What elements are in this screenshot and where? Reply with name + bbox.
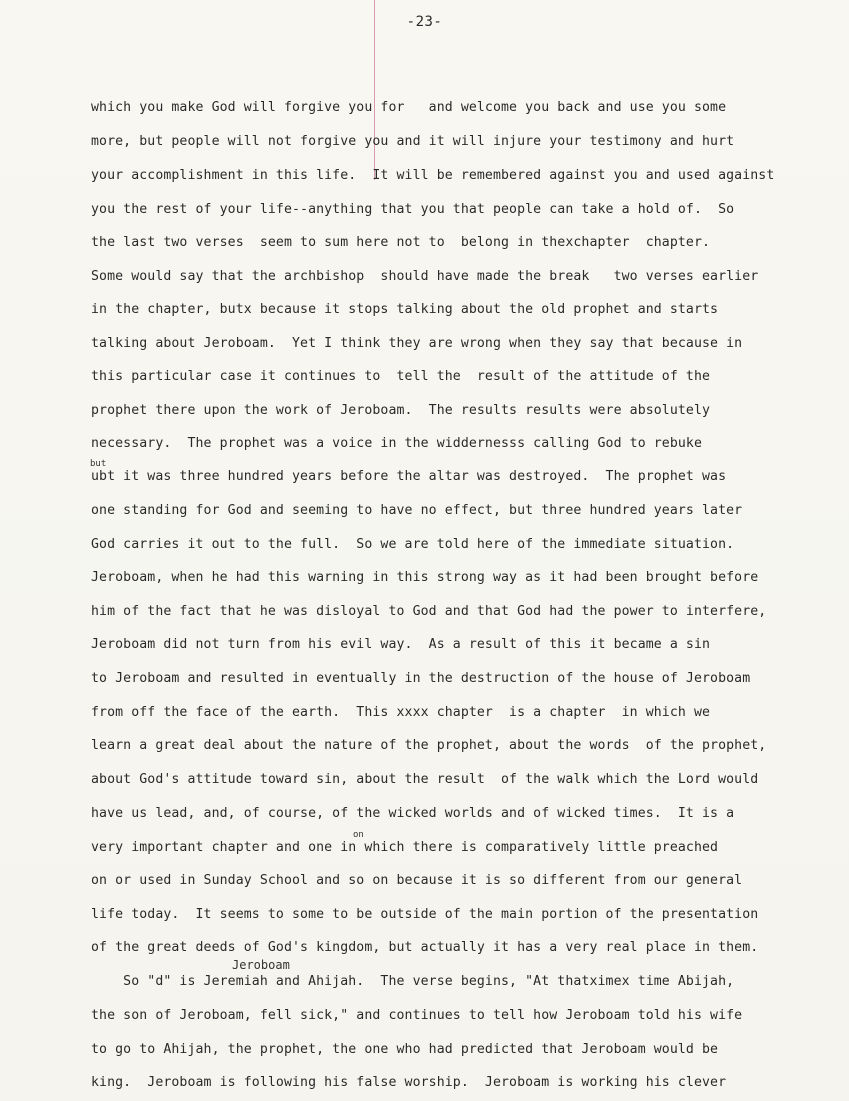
text-line: on or used in Sunday School and so on because it is so different from our general [91, 873, 743, 888]
handwritten-correction: on [353, 830, 364, 840]
handwritten-correction: but [90, 459, 107, 469]
text-line: learn a great deal about the nature of the prophet, about the words of the prophet, [91, 738, 767, 753]
text-line: to Jeroboam and resulted in eventually in the destruction of the house of Jeroboam [91, 671, 751, 686]
text-line: this particular case it continues to tell the result of the attitude of the [91, 369, 711, 384]
text-line: Jeroboam did not turn from his evil way. As a result of this it became a sin [91, 637, 711, 652]
text-line: in the chapter, butx because it stops talking about the old prophet and starts [91, 302, 719, 317]
text-line: prophet there upon the work of Jeroboam. The results results were absolutely [91, 403, 711, 418]
typed-correction: Jeroboam [232, 958, 290, 972]
text-line: of the great deeds of God's kingdom, but actually it has a very real place in them. [91, 940, 759, 955]
text-line: your accomplishment in this life. It will be remembered against you and used against [91, 168, 775, 183]
text-line: So "d" is Jeremiah and Ahijah. The verse begins, "At thatximex time Abijah, [91, 974, 735, 989]
text-line: you the rest of your life--anything that you that people can take a hold of. So [91, 202, 735, 217]
text-line: necessary. The prophet was a voice in the widdernesss calling God to rebuke [91, 436, 703, 451]
text-line: king. Jeroboam is following his false worship. Jeroboam is working his clever [91, 1075, 727, 1090]
text-line: life today. It seems to some to be outside of the main portion of the presentation [91, 907, 759, 922]
text-line: talking about Jeroboam. Yet I think they are wrong when they say that because in [91, 336, 743, 351]
text-line: him of the fact that he was disloyal to God and that God had the power to interfere, [91, 604, 767, 619]
text-line: to go to Ahijah, the prophet, the one who had predicted that Jeroboam would be [91, 1042, 719, 1057]
text-line: which you make God will forgive you for and welcome you back and use you some [91, 100, 727, 115]
text-line: about God's attitude toward sin, about the result of the walk which the Lord would [91, 772, 759, 787]
text-line: God carries it out to the full. So we are told here of the immediate situation. [91, 537, 735, 552]
text-line: one standing for God and seeming to have no effect, but three hundred years later [91, 503, 743, 518]
text-line: Some would say that the archbishop should have made the break two verses earlier [91, 269, 759, 284]
text-line: more, but people will not forgive you and it will injure your testimony and hurt [91, 134, 735, 149]
text-line: Jeroboam, when he had this warning in this strong way as it had been brought before [91, 570, 759, 585]
text-line: the son of Jeroboam, fell sick," and continues to tell how Jeroboam told his wife [91, 1008, 743, 1023]
page-number: -23- [406, 14, 443, 30]
text-line: from off the face of the earth. This xxxx chapter is a chapter in which we [91, 705, 711, 720]
text-line: have us lead, and, of course, of the wicked worlds and of wicked times. It is a [91, 806, 735, 821]
text-line: the last two verses seem to sum here not to belong in thexchapter chapter. [91, 235, 711, 250]
text-line: very important chapter and one in which there is comparatively little preached [91, 840, 719, 855]
text-line: ubt it was three hundred years before the altar was destroyed. The prophet was [91, 469, 727, 484]
